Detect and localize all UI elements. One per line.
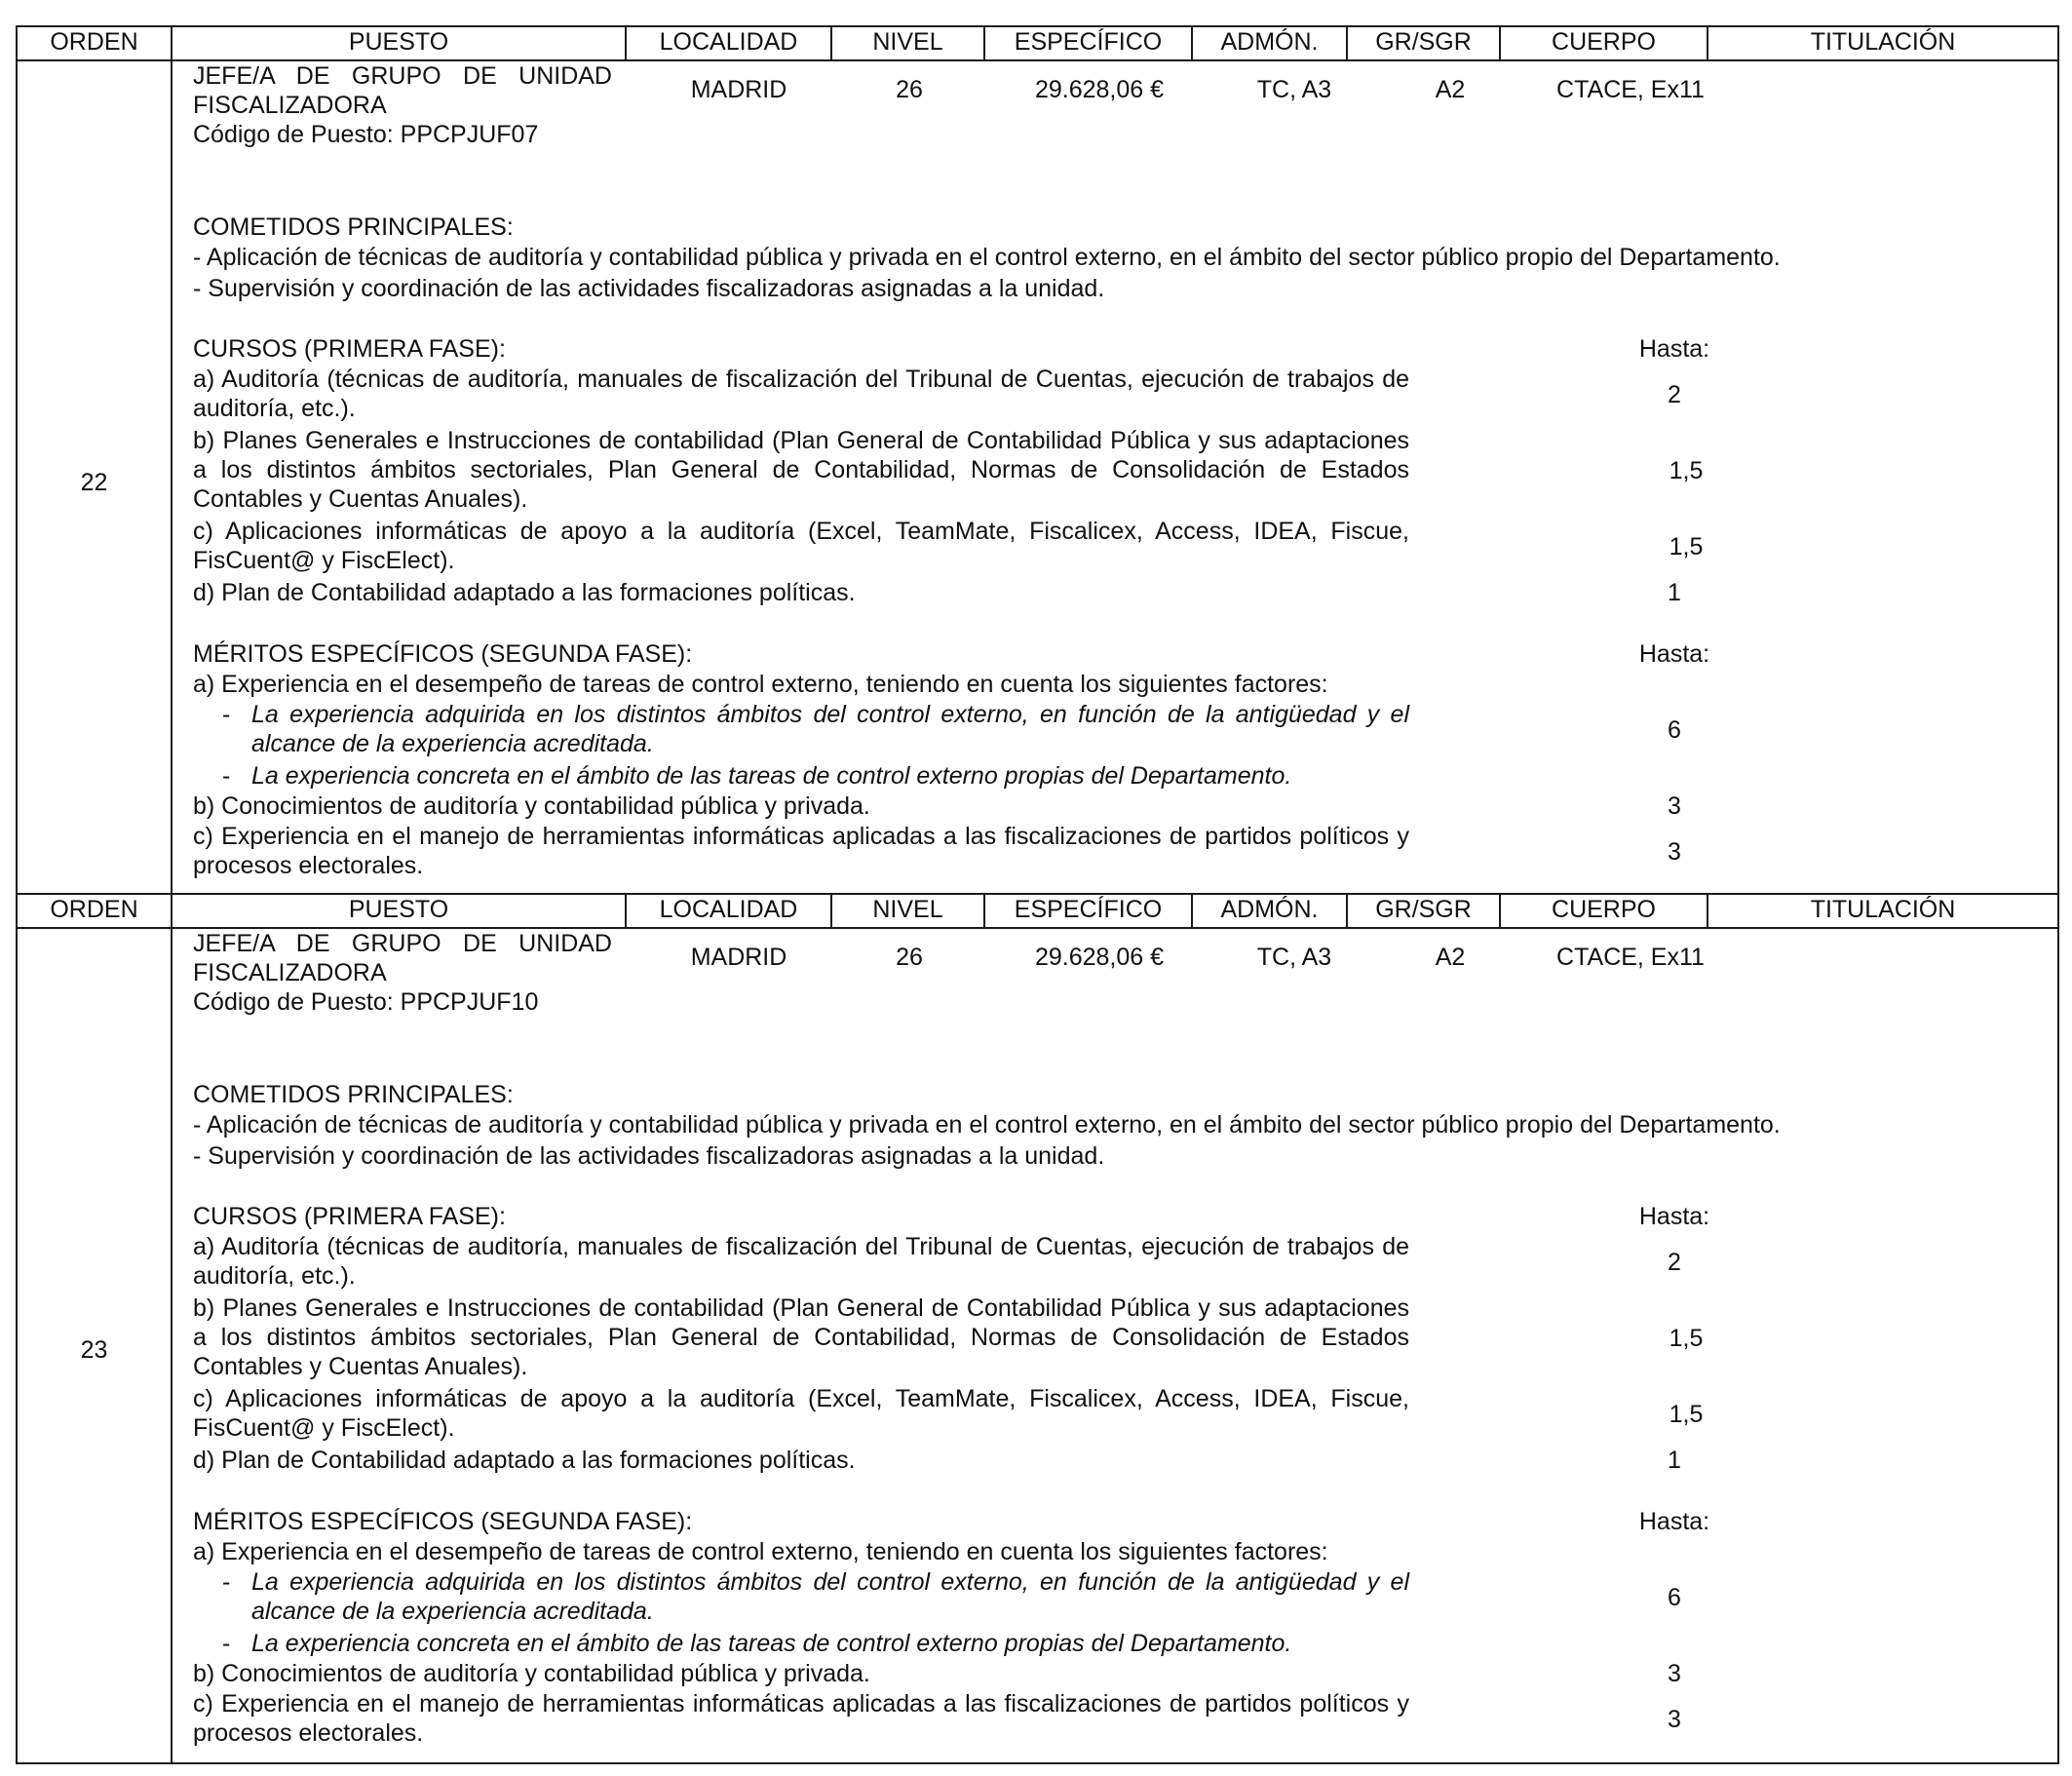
cometido-item: - Supervisión y coordinación de las actividades fiscalizadoras asignadas a la unidad.	[193, 1142, 1105, 1170]
header-localidad: LOCALIDAD	[627, 27, 832, 59]
admon-value: TC, A3	[1256, 76, 1332, 103]
merito-subitem: La experiencia concreta en el ámbito de las tareas de control externo propias del Departamento.	[251, 762, 1292, 790]
puesto-title: JEFE/A DE GRUPO DE UNIDAD FISCALIZADORA	[193, 62, 612, 119]
merito-item: a) Experiencia en el desempeño de tareas de control externo, teniendo en cuenta los siguientes factores:	[193, 1538, 1328, 1565]
header-especifico: ESPECÍFICO	[985, 27, 1193, 59]
header-cuerpo: CUERPO	[1501, 895, 1708, 927]
merito-value: 6	[1668, 716, 1681, 744]
header-titulacion: TITULACIÓN	[1810, 896, 1956, 923]
position-body	[18, 61, 2057, 893]
bullet-dash: -	[222, 1630, 231, 1657]
header-cuerpo: CUERPO	[1501, 27, 1708, 59]
merito-item: a) Experiencia en el desempeño de tareas de control externo, teniendo en cuenta los siguientes factores:	[193, 671, 1328, 698]
table-header	[18, 27, 2057, 61]
bullet-dash: -	[222, 701, 231, 728]
curso-value: 2	[1668, 1249, 1681, 1276]
cometidos-title: COMETIDOS PRINCIPALES:	[193, 1081, 514, 1108]
cometido-item: - Aplicación de técnicas de auditoría y contabilidad pública y privada en el control externo, en el ámbito del sector público propio del Departamento.	[193, 1111, 1781, 1139]
header-gr-sgr: GR/SGR	[1348, 27, 1501, 59]
merito-value: 3	[1668, 1660, 1681, 1687]
merito-value: 3	[1668, 1706, 1681, 1733]
header-orden: ORDEN	[18, 895, 173, 927]
admon-value: TC, A3	[1256, 944, 1332, 971]
cursos-hasta: Hasta:	[1638, 1203, 1710, 1230]
header-nivel: NIVEL	[832, 895, 985, 927]
header-gr-sgr: GR/SGR	[1348, 895, 1501, 927]
header-admon: ADMÓN.	[1193, 27, 1348, 59]
column-divider	[171, 929, 173, 1762]
cuerpo-value: CTACE, Ex11	[1556, 944, 1705, 971]
puesto-title: JEFE/A DE GRUPO DE UNIDAD FISCALIZADORA	[193, 930, 612, 986]
nivel-value: 26	[896, 76, 923, 103]
header-admon: ADMÓN.	[1193, 895, 1348, 927]
merito-subitem: La experiencia adquirida en los distintos ámbitos del control externo, en función de la antigüedad y el alcance de la experiencia acreditada.	[251, 1568, 1409, 1625]
cometidos-title: COMETIDOS PRINCIPALES:	[193, 213, 514, 241]
position-body	[18, 929, 2057, 1762]
codigo-puesto: Código de Puesto: PPCPJUF10	[193, 988, 539, 1016]
curso-value: 1,5	[1669, 457, 1704, 484]
header-nivel: NIVEL	[832, 27, 985, 59]
orden-number: 22	[80, 469, 108, 496]
cursos-title: CURSOS (PRIMERA FASE):	[193, 335, 506, 363]
curso-item: c) Aplicaciones informáticas de apoyo a la auditoría (Excel, TeamMate, Fiscalicex, Access, IDEA, Fiscue, FisCuent@ y FiscElect).	[193, 1385, 1409, 1442]
merito-item: b) Conocimientos de auditoría y contabilidad pública y privada.	[193, 1660, 870, 1687]
cursos-title: CURSOS (PRIMERA FASE):	[193, 1203, 506, 1230]
curso-item: a) Auditoría (técnicas de auditoría, manuales de fiscalización del Tribunal de Cuentas, ejecución de trabajos de auditoría, etc.).	[193, 1233, 1409, 1290]
header-puesto: PUESTO	[173, 27, 627, 59]
curso-item: d) Plan de Contabilidad adaptado a las formaciones políticas.	[193, 579, 856, 606]
curso-value: 1,5	[1669, 1401, 1704, 1428]
gr-sgr-value: A2	[1435, 944, 1466, 971]
header-especifico: ESPECÍFICO	[985, 895, 1193, 927]
merito-item: c) Experiencia en el manejo de herramientas informáticas aplicadas a las fiscalizaciones de partidos políticos y procesos electorales.	[193, 1690, 1409, 1747]
header-localidad: LOCALIDAD	[627, 895, 832, 927]
merito-value: 3	[1668, 838, 1681, 866]
position-block-23	[16, 893, 2059, 1764]
merito-item: b) Conocimientos de auditoría y contabilidad pública y privada.	[193, 792, 870, 820]
meritos-title: MÉRITOS ESPECÍFICOS (SEGUNDA FASE):	[193, 1508, 693, 1535]
merito-subitem: La experiencia adquirida en los distintos ámbitos del control externo, en función de la antigüedad y el alcance de la experiencia acreditada.	[251, 701, 1409, 757]
meritos-hasta: Hasta:	[1638, 640, 1710, 668]
bullet-dash: -	[222, 1568, 231, 1596]
curso-value: 1	[1668, 1447, 1681, 1474]
nivel-value: 26	[896, 944, 923, 971]
curso-item: a) Auditoría (técnicas de auditoría, manuales de fiscalización del Tribunal de Cuentas, ejecución de trabajos de auditoría, etc.).	[193, 366, 1409, 422]
cometido-item: - Supervisión y coordinación de las actividades fiscalizadoras asignadas a la unidad.	[193, 275, 1105, 302]
bullet-dash: -	[222, 762, 231, 790]
merito-item: c) Experiencia en el manejo de herramientas informáticas aplicadas a las fiscalizaciones de partidos políticos y procesos electorales.	[193, 823, 1409, 879]
header-orden: ORDEN	[18, 27, 173, 59]
curso-value: 1,5	[1669, 533, 1704, 560]
curso-item: b) Planes Generales e Instrucciones de contabilidad (Plan General de Contabilidad Pública y sus adaptaciones a los distintos ámbitos sectoriales, Plan General de Contabilidad, Normas de Consolidación de Estados Contables y Cuentas Anuales).	[193, 1294, 1409, 1380]
column-divider	[171, 61, 173, 893]
cursos-hasta: Hasta:	[1638, 335, 1710, 363]
cometido-item: - Aplicación de técnicas de auditoría y contabilidad pública y privada en el control externo, en el ámbito del sector público propio del Departamento.	[193, 244, 1781, 271]
header-titulacion: TITULACIÓN	[1810, 28, 1956, 56]
curso-value: 2	[1668, 381, 1681, 408]
merito-subitem: La experiencia concreta en el ámbito de las tareas de control externo propias del Departamento.	[251, 1630, 1292, 1657]
meritos-hasta: Hasta:	[1638, 1508, 1710, 1535]
curso-item: d) Plan de Contabilidad adaptado a las formaciones políticas.	[193, 1447, 856, 1474]
merito-value: 6	[1668, 1584, 1681, 1611]
especifico-value: 29.628,06 €	[1034, 944, 1165, 971]
table-header	[18, 895, 2057, 929]
codigo-puesto: Código de Puesto: PPCPJUF07	[193, 121, 539, 148]
orden-number: 23	[80, 1336, 108, 1364]
meritos-title: MÉRITOS ESPECÍFICOS (SEGUNDA FASE):	[193, 640, 693, 668]
gr-sgr-value: A2	[1435, 76, 1466, 103]
localidad-value: MADRID	[690, 76, 787, 103]
merito-value: 3	[1668, 792, 1681, 820]
curso-value: 1,5	[1669, 1325, 1704, 1352]
curso-value: 1	[1668, 579, 1681, 606]
localidad-value: MADRID	[690, 944, 787, 971]
especifico-value: 29.628,06 €	[1034, 76, 1165, 103]
curso-item: c) Aplicaciones informáticas de apoyo a la auditoría (Excel, TeamMate, Fiscalicex, Access, IDEA, Fiscue, FisCuent@ y FiscElect).	[193, 518, 1409, 574]
curso-item: b) Planes Generales e Instrucciones de contabilidad (Plan General de Contabilidad Pública y sus adaptaciones a los distintos ámbitos sectoriales, Plan General de Contabilidad, Normas de Consolidación de Estados Contables y Cuentas Anuales).	[193, 427, 1409, 513]
cuerpo-value: CTACE, Ex11	[1556, 76, 1705, 103]
header-puesto: PUESTO	[173, 895, 627, 927]
position-block-22	[16, 25, 2059, 895]
